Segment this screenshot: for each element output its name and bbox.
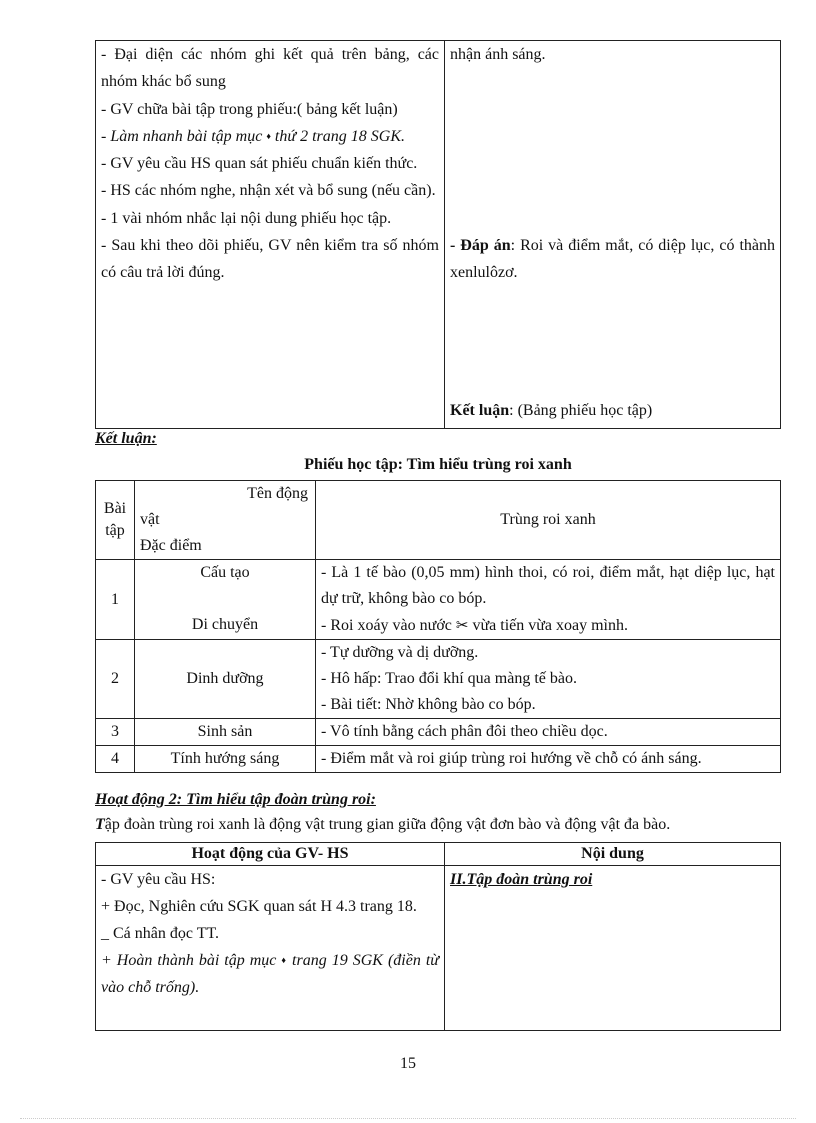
diamond-bullet-icon: ♦: [266, 130, 271, 141]
header-content: Nội dung: [445, 843, 781, 866]
step-report-results: - Đại diện các nhóm ghi kết quả trên bảng, các nhóm khác bổ sung: [101, 46, 439, 91]
conclusion-heading: Kết luận:: [95, 430, 157, 447]
worksheet-table: [95, 480, 781, 773]
activity2-heading: Hoạt động 2: Tìm hiểu tập đoàn trùng roi:: [95, 791, 376, 808]
content-cell: [445, 41, 781, 429]
table-row: [96, 866, 781, 1031]
header-euglena: Trùng roi xanh: [316, 481, 781, 560]
header-animal-feature: Tên động vật Đặc điểm: [135, 481, 316, 560]
table-row: 4 Tính hướng sáng - Điểm mắt và roi giúp trùng roi hướng về chỗ có ánh sáng.: [96, 746, 781, 773]
header-exercise: Bài tập: [96, 481, 135, 560]
conclusion-block: Kết luận: (Bảng phiếu học tập): [450, 402, 653, 419]
step-quick-exercise: - Làm nhanh bài tập mục ♦ thứ 2 trang 18 SGK.: [101, 127, 405, 145]
page-bottom-divider: [20, 1118, 796, 1119]
activity-table-continued: [95, 40, 781, 429]
step-observe-worksheet: - GV yêu cầu HS quan sát phiếu chuẩn kiến thức.: [101, 155, 418, 173]
activity2-table: [95, 842, 781, 1031]
worksheet-title: Phiếu học tập: Tìm hiểu trùng roi xanh: [304, 456, 572, 473]
table-row: 2 Dinh dưỡng - Tự dưỡng và dị dưỡng. - Hô hấp: Trao đổi khí qua màng tế bào. - Bài tiết: Nhờ không bào co bóp.: [96, 640, 781, 719]
answer-block: - Đáp án: Roi và điểm mắt, có diệp lục, có thành xenlulôzơ.: [450, 237, 775, 282]
intro-paragraph: Tập đoàn trùng roi xanh là động vật trung gian giữa động vật đơn bào và động vật đa bào.: [95, 816, 671, 833]
page-number: 15: [400, 1055, 416, 1072]
scissors-icon: ✂: [455, 616, 469, 634]
section-heading: II.Tập đoàn trùng roi: [450, 871, 593, 888]
content-cell: [445, 866, 781, 1031]
table-header-row: [96, 481, 781, 560]
step-repeat-content: - 1 vài nhóm nhắc lại nội dung phiếu học tập.: [101, 209, 392, 227]
content-light: nhận ánh sáng.: [450, 46, 546, 63]
table-header-row: [96, 843, 781, 866]
step-correct-exercise: - GV chữa bài tập trong phiếu:( bảng kết luận): [101, 100, 398, 118]
header-activity: Hoạt động của GV- HS: [96, 843, 445, 866]
activity-cell: - GV yêu cầu HS: + Đọc, Nghiên cứu SGK quan sát H 4.3 trang 18. _ Cá nhân đọc TT. + Hoàn thành bài tập mục ♦ trang 19 SGK (điền từ vào chỗ trống).: [96, 866, 445, 1031]
table-row: 1 Cấu tạo Di chuyển - Là 1 tế bào (0,05 mm) hình thoi, có roi, điểm mắt, hạt diệp lục, hạt dự trữ, không bào co bóp. - Roi xoáy vào nước ✂ vừa tiến vừa xoay mình.: [96, 560, 781, 640]
table-row: 3 Sinh sản - Vô tính bằng cách phân đôi theo chiều dọc.: [96, 719, 781, 746]
step-groups-comment: - HS các nhóm nghe, nhận xét và bổ sung (nếu cần).: [101, 182, 436, 200]
diamond-bullet-icon: ♦: [281, 955, 288, 965]
teacher-student-activity-cell: [96, 41, 445, 429]
step-check-groups: - Sau khi theo dõi phiếu, GV nên kiểm tra số nhóm có câu trả lời đúng.: [101, 237, 439, 282]
